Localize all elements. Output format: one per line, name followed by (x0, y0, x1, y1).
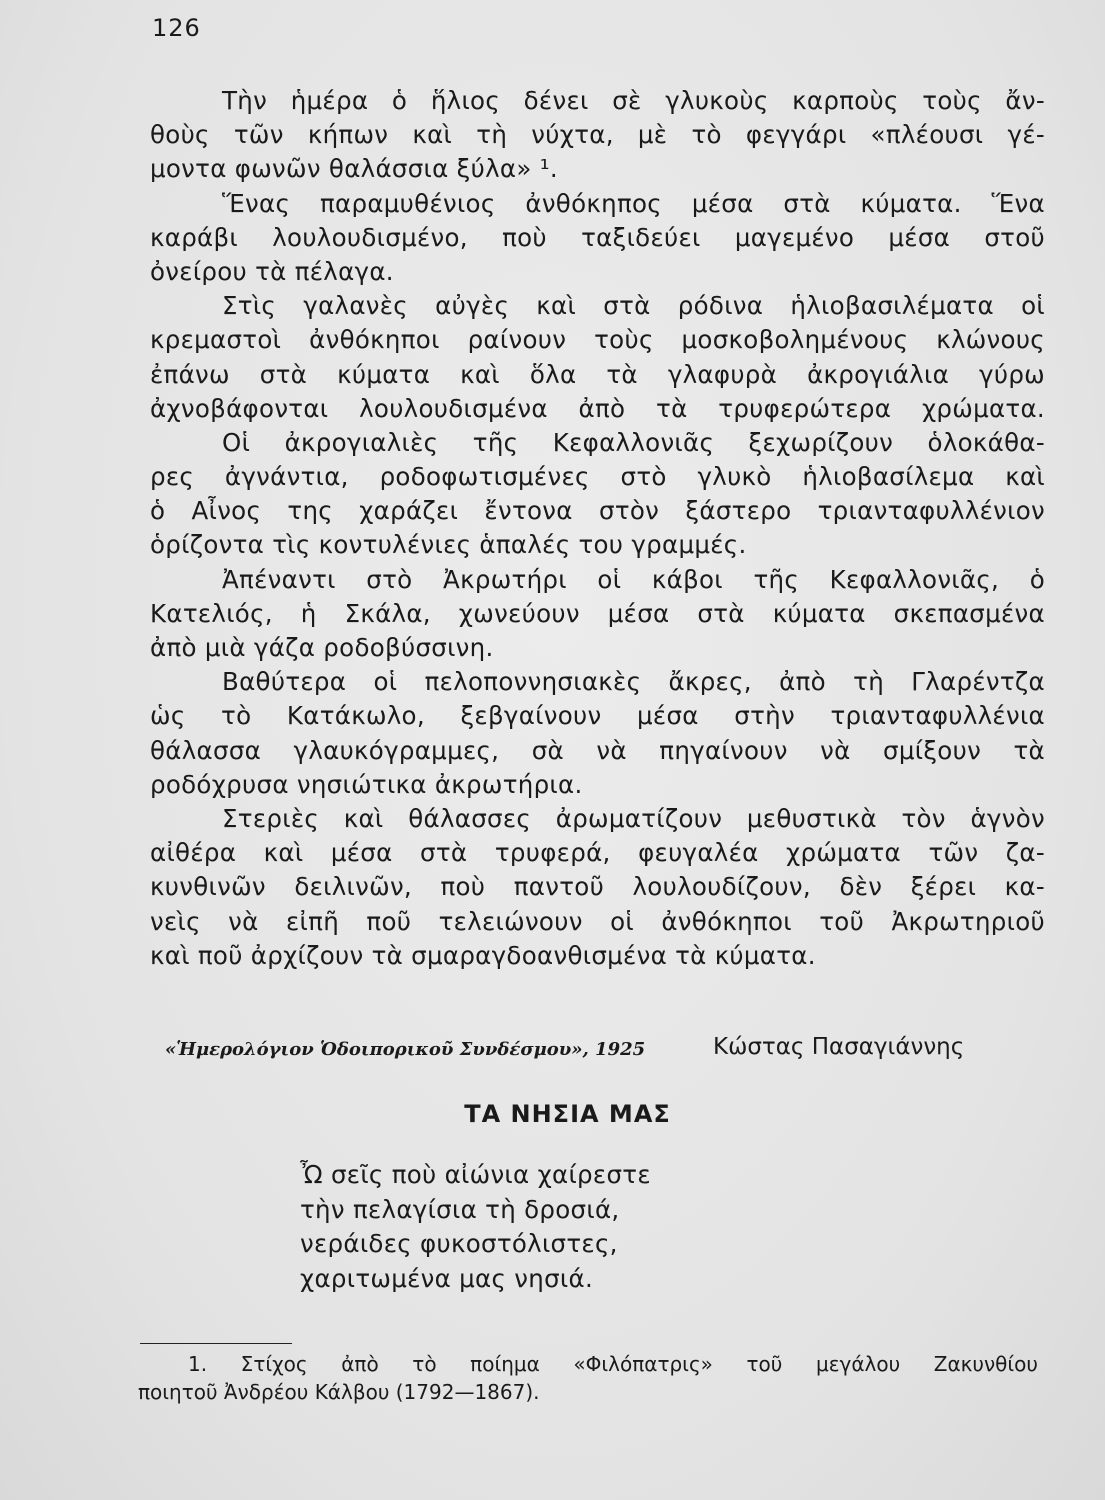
prose-body (150, 84, 1045, 973)
prose-line: Στὶς γαλανὲς αὐγὲς καὶ στὰ ρόδινα ἡλιοβασιλέματα οἱ (222, 291, 1045, 321)
footnote-rule (140, 1343, 292, 1344)
prose-line: καὶ ποῦ ἀρχίζουν τὰ σμαραγδοανθισμένα τὰ κύματα. (150, 940, 816, 970)
prose-line: ὡς τὸ Κατάκωλο, ξεβγαίνουν μέσα στὴν τριανταφυλλένια (150, 701, 1045, 731)
prose-line: Οἱ ἀκρογιαλιὲς τῆς Κεφαλλονιᾶς ξεχωρίζουν ὁλοκάθα- (222, 427, 1045, 457)
footnote (138, 1350, 1038, 1406)
prose-line: Κατελιός, ἡ Σκάλα, χωνεύουν μέσα στὰ κύματα σκεπασμένα (150, 598, 1045, 628)
prose-line: Τὴν ἡμέρα ὁ ἥλιος δένει σὲ γλυκοὺς καρποὺς τοὺς ἄν- (222, 86, 1045, 115)
prose-line: Βαθύτερα οἱ πελοποννησιακὲς ἄκρες, ἀπὸ τὴ Γλαρέντζα (222, 667, 1045, 697)
prose-line: ἀπὸ μιὰ γάζα ροδοβύσσινη. (150, 633, 494, 662)
poem-line: Ὦ σεῖς ποὺ αἰώνια χαίρεστε (300, 1160, 651, 1189)
prose-line: ὁρίζοντα τὶς κοντυλένιες ἁπαλές του γραμμές. (150, 530, 747, 560)
prose-line: καράβι λουλουδισμένο, ποὺ ταξιδεύει μαγεμένο μέσα στοῦ (150, 222, 1045, 252)
prose-line: ροδόχρυσα νησιώτικα ἀκρωτήρια. (150, 769, 583, 799)
prose-line: Ἀπέναντι στὸ Ἀκρωτήρι οἱ κάβοι τῆς Κεφαλλονιᾶς, ὁ (222, 564, 1045, 594)
prose-line: μοντα φωνῶν θαλάσσια ξύλα» ¹. (150, 154, 558, 184)
poem-title: ΤΑ ΝΗΣΙΑ ΜΑΣ (464, 1100, 671, 1128)
prose-line: νεὶς νὰ εἰπῆ ποῦ τελειώνουν οἱ ἀνθόκηποι τοῦ Ἀκρωτηριοῦ (150, 906, 1045, 936)
prose-line: κρεμαστοὶ ἀνθόκηποι ραίνουν τοὺς μοσκοβολημένους κλώνους (150, 325, 1045, 355)
poem-line: τὴν πελαγίσια τὴ δροσιά, (300, 1194, 620, 1224)
footnote-line: ποιητοῦ Ἀνδρέου Κάλβου (1792—1867). (138, 1380, 540, 1404)
prose-line: ρες ἀγνάντια, ροδοφωτισμένες στὸ γλυκὸ ἡλιοβασίλεμα καὶ (150, 462, 1045, 492)
prose-line: Ἕνας παραμυθένιος ἀνθόκηπος μέσα στὰ κύματα. Ἕνα (222, 188, 1045, 218)
footnote-line: 1. Στίχος ἀπὸ τὸ ποίημα «Φιλόπατρις» τοῦ μεγάλου Ζακυνθίου (188, 1352, 1038, 1376)
poem-stanza (300, 1158, 651, 1296)
poem-line: νεράιδες φυκοστόλιστες, (300, 1229, 618, 1258)
prose-line: αἰθέρα καὶ μέσα στὰ τρυφερά, φευγαλέα χρώματα τῶν ζα- (150, 838, 1045, 868)
prose-line: ἀχνοβάφονται λουλουδισμένα ἀπὸ τὰ τρυφερώτερα χρώματα. (150, 393, 1045, 423)
prose-line: θοὺς τῶν κήπων καὶ τὴ νύχτα, μὲ τὸ φεγγάρι «πλέουσι γέ- (150, 120, 1045, 150)
citation-source: «Ἡμερολόγιον Ὁδοιπορικοῦ Συνδέσμου», 1925 (165, 1039, 646, 1060)
prose-line: ὁ Αἶνος της χαράζει ἔντονα στὸν ξάστερο τριανταφυλλένιον (150, 496, 1045, 526)
citation (165, 1036, 1045, 1060)
citation-author: Κώστας Πασαγιάννης (713, 1034, 965, 1060)
page-number: 126 (152, 14, 201, 42)
prose-line: Στεριὲς καὶ θάλασσες ἀρωματίζουν μεθυστικὰ τὸν ἁγνὸν (222, 803, 1045, 833)
poem-line: χαριτωμένα μας νησιά. (300, 1263, 594, 1293)
prose-line: ἐπάνω στὰ κύματα καὶ ὅλα τὰ γλαφυρὰ ἀκρογιάλια γύρω (150, 359, 1045, 389)
prose-line: ὀνείρου τὰ πέλαγα. (150, 256, 394, 286)
prose-line: θάλασσα γλαυκόγραμμες, σὰ νὰ πηγαίνουν νὰ σμίξουν τὰ (150, 735, 1045, 765)
prose-line: κυνθινῶν δειλινῶν, ποὺ παντοῦ λουλουδίζουν, δὲν ξέρει κα- (150, 872, 1045, 902)
